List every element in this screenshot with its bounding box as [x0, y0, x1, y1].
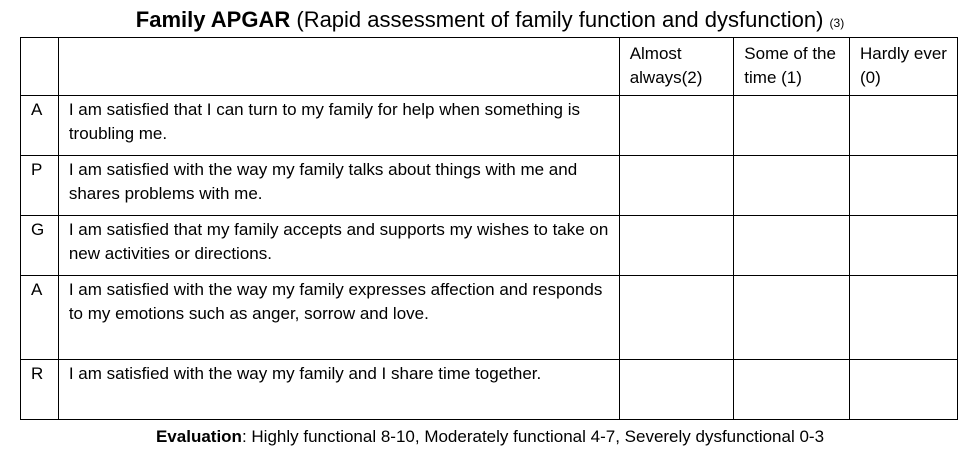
answer-hardly-ever-cell[interactable]	[850, 276, 958, 360]
reference-marker: (3)	[829, 16, 845, 30]
form-title-subtitle: (Rapid assessment of family function and dysfunction)	[290, 7, 824, 32]
table-row	[21, 360, 958, 420]
header-letter	[21, 38, 59, 96]
header-almost-always: Almost always(2)	[619, 38, 734, 96]
answer-hardly-ever-cell[interactable]	[850, 360, 958, 420]
table-row	[21, 96, 958, 156]
header-some-of-the-time: Some of the time (1)	[734, 38, 850, 96]
form-title	[0, 6, 980, 37]
header-question	[58, 38, 619, 96]
evaluation-text: : Highly functional 8-10, Moderately functional 4-7, Severely dysfunctional 0-3	[241, 427, 825, 446]
row-question: I am satisfied with the way my family and I share time together.	[58, 360, 619, 420]
answer-some-of-the-time-cell[interactable]	[734, 360, 850, 420]
form-title-name: Family APGAR	[135, 7, 291, 32]
table-row	[21, 216, 958, 276]
answer-almost-always-cell[interactable]	[619, 276, 734, 360]
answer-almost-always-cell[interactable]	[619, 156, 734, 216]
row-question: I am satisfied that I can turn to my family for help when something is troubling me.	[58, 96, 619, 156]
row-question: I am satisfied with the way my family expresses affection and responds to my emotions such as anger, sorrow and love.	[58, 276, 619, 360]
answer-almost-always-cell[interactable]	[619, 96, 734, 156]
header-hardly-ever: Hardly ever (0)	[850, 38, 958, 96]
answer-some-of-the-time-cell[interactable]	[734, 96, 850, 156]
table-row	[21, 276, 958, 360]
apgar-table	[20, 37, 958, 420]
row-question: I am satisfied that my family accepts and supports my wishes to take on new activities or directions.	[58, 216, 619, 276]
answer-some-of-the-time-cell[interactable]	[734, 156, 850, 216]
row-letter: R	[21, 360, 59, 420]
answer-hardly-ever-cell[interactable]	[850, 156, 958, 216]
answer-some-of-the-time-cell[interactable]	[734, 216, 850, 276]
answer-hardly-ever-cell[interactable]	[850, 96, 958, 156]
row-letter: A	[21, 276, 59, 360]
answer-almost-always-cell[interactable]	[619, 216, 734, 276]
table-header-row	[21, 38, 958, 96]
answer-almost-always-cell[interactable]	[619, 360, 734, 420]
row-letter: A	[21, 96, 59, 156]
row-letter: P	[21, 156, 59, 216]
answer-hardly-ever-cell[interactable]	[850, 216, 958, 276]
answer-some-of-the-time-cell[interactable]	[734, 276, 850, 360]
row-letter: G	[21, 216, 59, 276]
evaluation-label: Evaluation	[155, 427, 242, 446]
table-row	[21, 156, 958, 216]
row-question: I am satisfied with the way my family talks about things with me and shares problems with me.	[58, 156, 619, 216]
evaluation-footer	[0, 426, 980, 448]
